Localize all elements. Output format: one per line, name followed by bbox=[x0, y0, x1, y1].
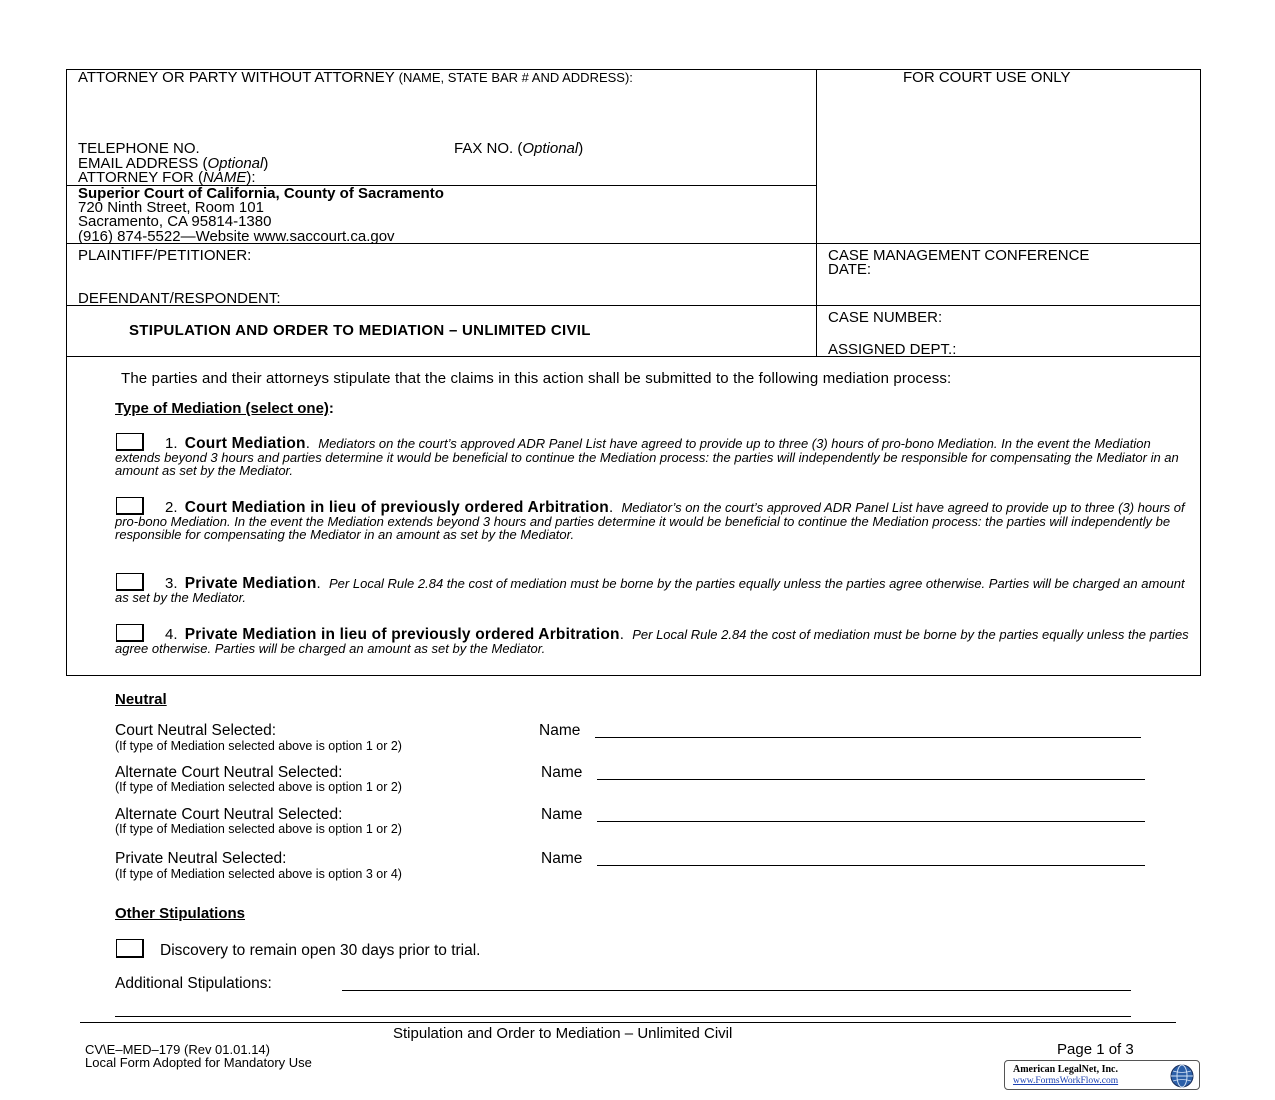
option-2-number: 2. bbox=[165, 499, 178, 516]
email-optional: Optional bbox=[207, 155, 264, 172]
option-4-title: Private Mediation in lieu of previously ordered Arbitration bbox=[184, 626, 620, 643]
cmc-label: CASE MANAGEMENT CONFERENCE bbox=[828, 247, 1090, 264]
additional-stipulations-line-2[interactable] bbox=[115, 1016, 1131, 1017]
discovery-checkbox[interactable] bbox=[116, 939, 144, 958]
option-4-description: Per Local Rule 2.84 the cost of mediation must be borne by the parties equally unless the parties agree otherwise. Parties will be charged an amount as set by the Mediator. bbox=[115, 627, 1189, 656]
court-neutral-name-field[interactable] bbox=[595, 737, 1141, 738]
email-label-text: EMAIL ADDRESS ( bbox=[78, 155, 208, 172]
type-heading-colon: : bbox=[328, 400, 334, 417]
additional-stipulations-field[interactable] bbox=[342, 990, 1131, 991]
alternate-neutral-2-note: (If type of Mediation selected above is option 1 or 2) bbox=[115, 822, 402, 836]
footer-rule bbox=[80, 1022, 1176, 1023]
court-neutral-note: (If type of Mediation selected above is option 1 or 2) bbox=[115, 739, 402, 753]
attorney-heading bbox=[78, 70, 633, 85]
caption-divider-vertical bbox=[816, 69, 817, 357]
attorney-for-label bbox=[78, 170, 256, 185]
private-neutral-label: Private Neutral Selected: bbox=[115, 850, 287, 867]
private-neutral-note: (If type of Mediation selected above is option 3 or 4) bbox=[115, 867, 402, 881]
court-name: Superior Court of California, County of Sacramento bbox=[78, 185, 444, 202]
private-neutral-name-label: Name bbox=[541, 850, 583, 867]
form-title: STIPULATION AND ORDER TO MEDIATION – UNLIMITED CIVIL bbox=[129, 322, 591, 339]
cmc-date-label: DATE: bbox=[828, 261, 872, 278]
option-1-title: Court Mediation bbox=[184, 435, 306, 452]
court-use-area[interactable] bbox=[820, 88, 1196, 238]
plaintiff-label: PLAINTIFF/PETITIONER: bbox=[78, 247, 252, 264]
american-legalnet-logo[interactable] bbox=[1004, 1060, 1200, 1090]
court-contact: (916) 874-5522—Website www.saccourt.ca.gov bbox=[78, 228, 395, 245]
option-4-number: 4. bbox=[165, 626, 178, 643]
court-neutral-name-label: Name bbox=[539, 722, 581, 739]
private-neutral-name-field[interactable] bbox=[597, 865, 1145, 866]
alternate-neutral-1-name-field[interactable] bbox=[597, 779, 1145, 780]
option-3: 3. Private Mediation. Per Local Rule 2.84 the cost of mediation must be borne by the parties equally unless the parties agree otherwise. Parties will be charged an amount as set by the Mediator. bbox=[115, 575, 1185, 605]
court-use-label: FOR COURT USE ONLY bbox=[903, 69, 1071, 86]
page-number: Page 1 of 3 bbox=[1057, 1041, 1134, 1058]
option-3-number: 3. bbox=[165, 575, 178, 592]
case-number-label: CASE NUMBER: bbox=[828, 309, 943, 326]
neutral-heading: Neutral bbox=[115, 691, 167, 708]
fax-optional: Optional bbox=[522, 140, 579, 157]
attorney-heading-detail: (NAME, STATE BAR # AND ADDRESS): bbox=[398, 70, 633, 85]
form-id: CV\E–MED–179 (Rev 01.01.14) bbox=[85, 1042, 270, 1057]
assigned-dept-label: ASSIGNED DEPT.: bbox=[828, 341, 957, 358]
type-heading bbox=[115, 401, 334, 416]
option-3-title: Private Mediation bbox=[184, 575, 317, 592]
other-stipulations-heading: Other Stipulations bbox=[115, 905, 246, 922]
discovery-label: Discovery to remain open 30 days prior to trial. bbox=[160, 942, 481, 959]
option-1-description: Mediators on the court’s approved ADR Panel List have agreed to provide up to three (3) hours of pro-bono Mediation. In the event the Mediation extends beyond 3 hours and parties determine it would be beneficial to continue the Mediation process: the parties will independently be responsible for compensating the Mediator in an amount as set by the Mediator. bbox=[115, 436, 1179, 478]
telephone-label: TELEPHONE NO. bbox=[78, 140, 200, 157]
alternate-neutral-1-note: (If type of Mediation selected above is option 1 or 2) bbox=[115, 780, 402, 794]
adopted-note: Local Form Adopted for Mandatory Use bbox=[85, 1055, 312, 1070]
court-street: 720 Ninth Street, Room 101 bbox=[78, 199, 264, 216]
globe-icon bbox=[1169, 1063, 1195, 1089]
fax-label bbox=[454, 141, 583, 156]
alternate-neutral-1-label: Alternate Court Neutral Selected: bbox=[115, 764, 343, 781]
alternate-neutral-2-name-label: Name bbox=[541, 806, 583, 823]
email-close: ) bbox=[263, 155, 269, 172]
attorney-for-name: NAME bbox=[203, 169, 247, 186]
fax-label-text: FAX NO. ( bbox=[454, 140, 523, 157]
option-4: 4. Private Mediation in lieu of previously ordered Arbitration. Per Local Rule 2.84 the cost of mediation must be borne by the parties equally unless the parties agree otherwise. Parties will be charged an amount as set by the Mediator. bbox=[115, 626, 1189, 656]
court-city: Sacramento, CA 95814-1380 bbox=[78, 213, 272, 230]
alternate-neutral-2-name-field[interactable] bbox=[597, 821, 1145, 822]
option-2-description: Mediator’s on the court’s approved ADR Panel List have agreed to provide up to three (3) hours of pro-bono Mediation. In the event the Mediation extends beyond 3 hours and parties determine it would be beneficial to continue the Mediation process: the parties will independently be responsible for compensating the Mediator in an amount as set by the Mediator. bbox=[115, 500, 1185, 542]
option-2: 2. Court Mediation in lieu of previously ordered Arbitration. Mediator’s on the court’s approved ADR Panel List have agreed to provide up to three (3) hours of pro-bono Mediation. In the event the Mediation extends beyond 3 hours and parties determine it would be beneficial to continue the Mediation process: the parties will independently be responsible for compensating the Mediator in an amount as set by the Mediator. bbox=[115, 499, 1185, 542]
attorney-for-text: ATTORNEY FOR ( bbox=[78, 169, 204, 186]
option-1-number: 1. bbox=[165, 435, 178, 452]
option-3-description: Per Local Rule 2.84 the cost of mediation must be borne by the parties equally unless the parties agree otherwise. Parties will be charged an amount as set by the Mediator. bbox=[115, 576, 1185, 605]
logo-company: American LegalNet, Inc. bbox=[1013, 1064, 1118, 1075]
court-neutral-label: Court Neutral Selected: bbox=[115, 722, 277, 739]
footer-title: Stipulation and Order to Mediation – Unlimited Civil bbox=[393, 1025, 733, 1042]
option-1: 1. Court Mediation. Mediators on the court’s approved ADR Panel List have agreed to provide up to three (3) hours of pro-bono Mediation. In the event the Mediation extends beyond 3 hours and parties determine it would be beneficial to continue the Mediation process: the parties will independently be responsible for compensating the Mediator in an amount as set by the Mediator. bbox=[115, 435, 1179, 478]
option-2-title: Court Mediation in lieu of previously ordered Arbitration bbox=[184, 499, 609, 516]
fax-close: ) bbox=[578, 140, 584, 157]
attorney-name-field[interactable] bbox=[76, 88, 812, 138]
attorney-heading-text: ATTORNEY OR PARTY WITHOUT ATTORNEY bbox=[78, 69, 395, 86]
alternate-neutral-2-label: Alternate Court Neutral Selected: bbox=[115, 806, 343, 823]
additional-stipulations-label: Additional Stipulations: bbox=[115, 975, 272, 992]
type-heading-text: Type of Mediation (select one) bbox=[115, 400, 329, 417]
defendant-label: DEFENDANT/RESPONDENT: bbox=[78, 290, 281, 307]
alternate-neutral-1-name-label: Name bbox=[541, 764, 583, 781]
attorney-for-close: ): bbox=[246, 169, 256, 186]
logo-url[interactable]: www.FormsWorkFlow.com bbox=[1013, 1076, 1119, 1086]
intro-text: The parties and their attorneys stipulate that the claims in this action shall be submitted to the following mediation process: bbox=[121, 370, 952, 387]
